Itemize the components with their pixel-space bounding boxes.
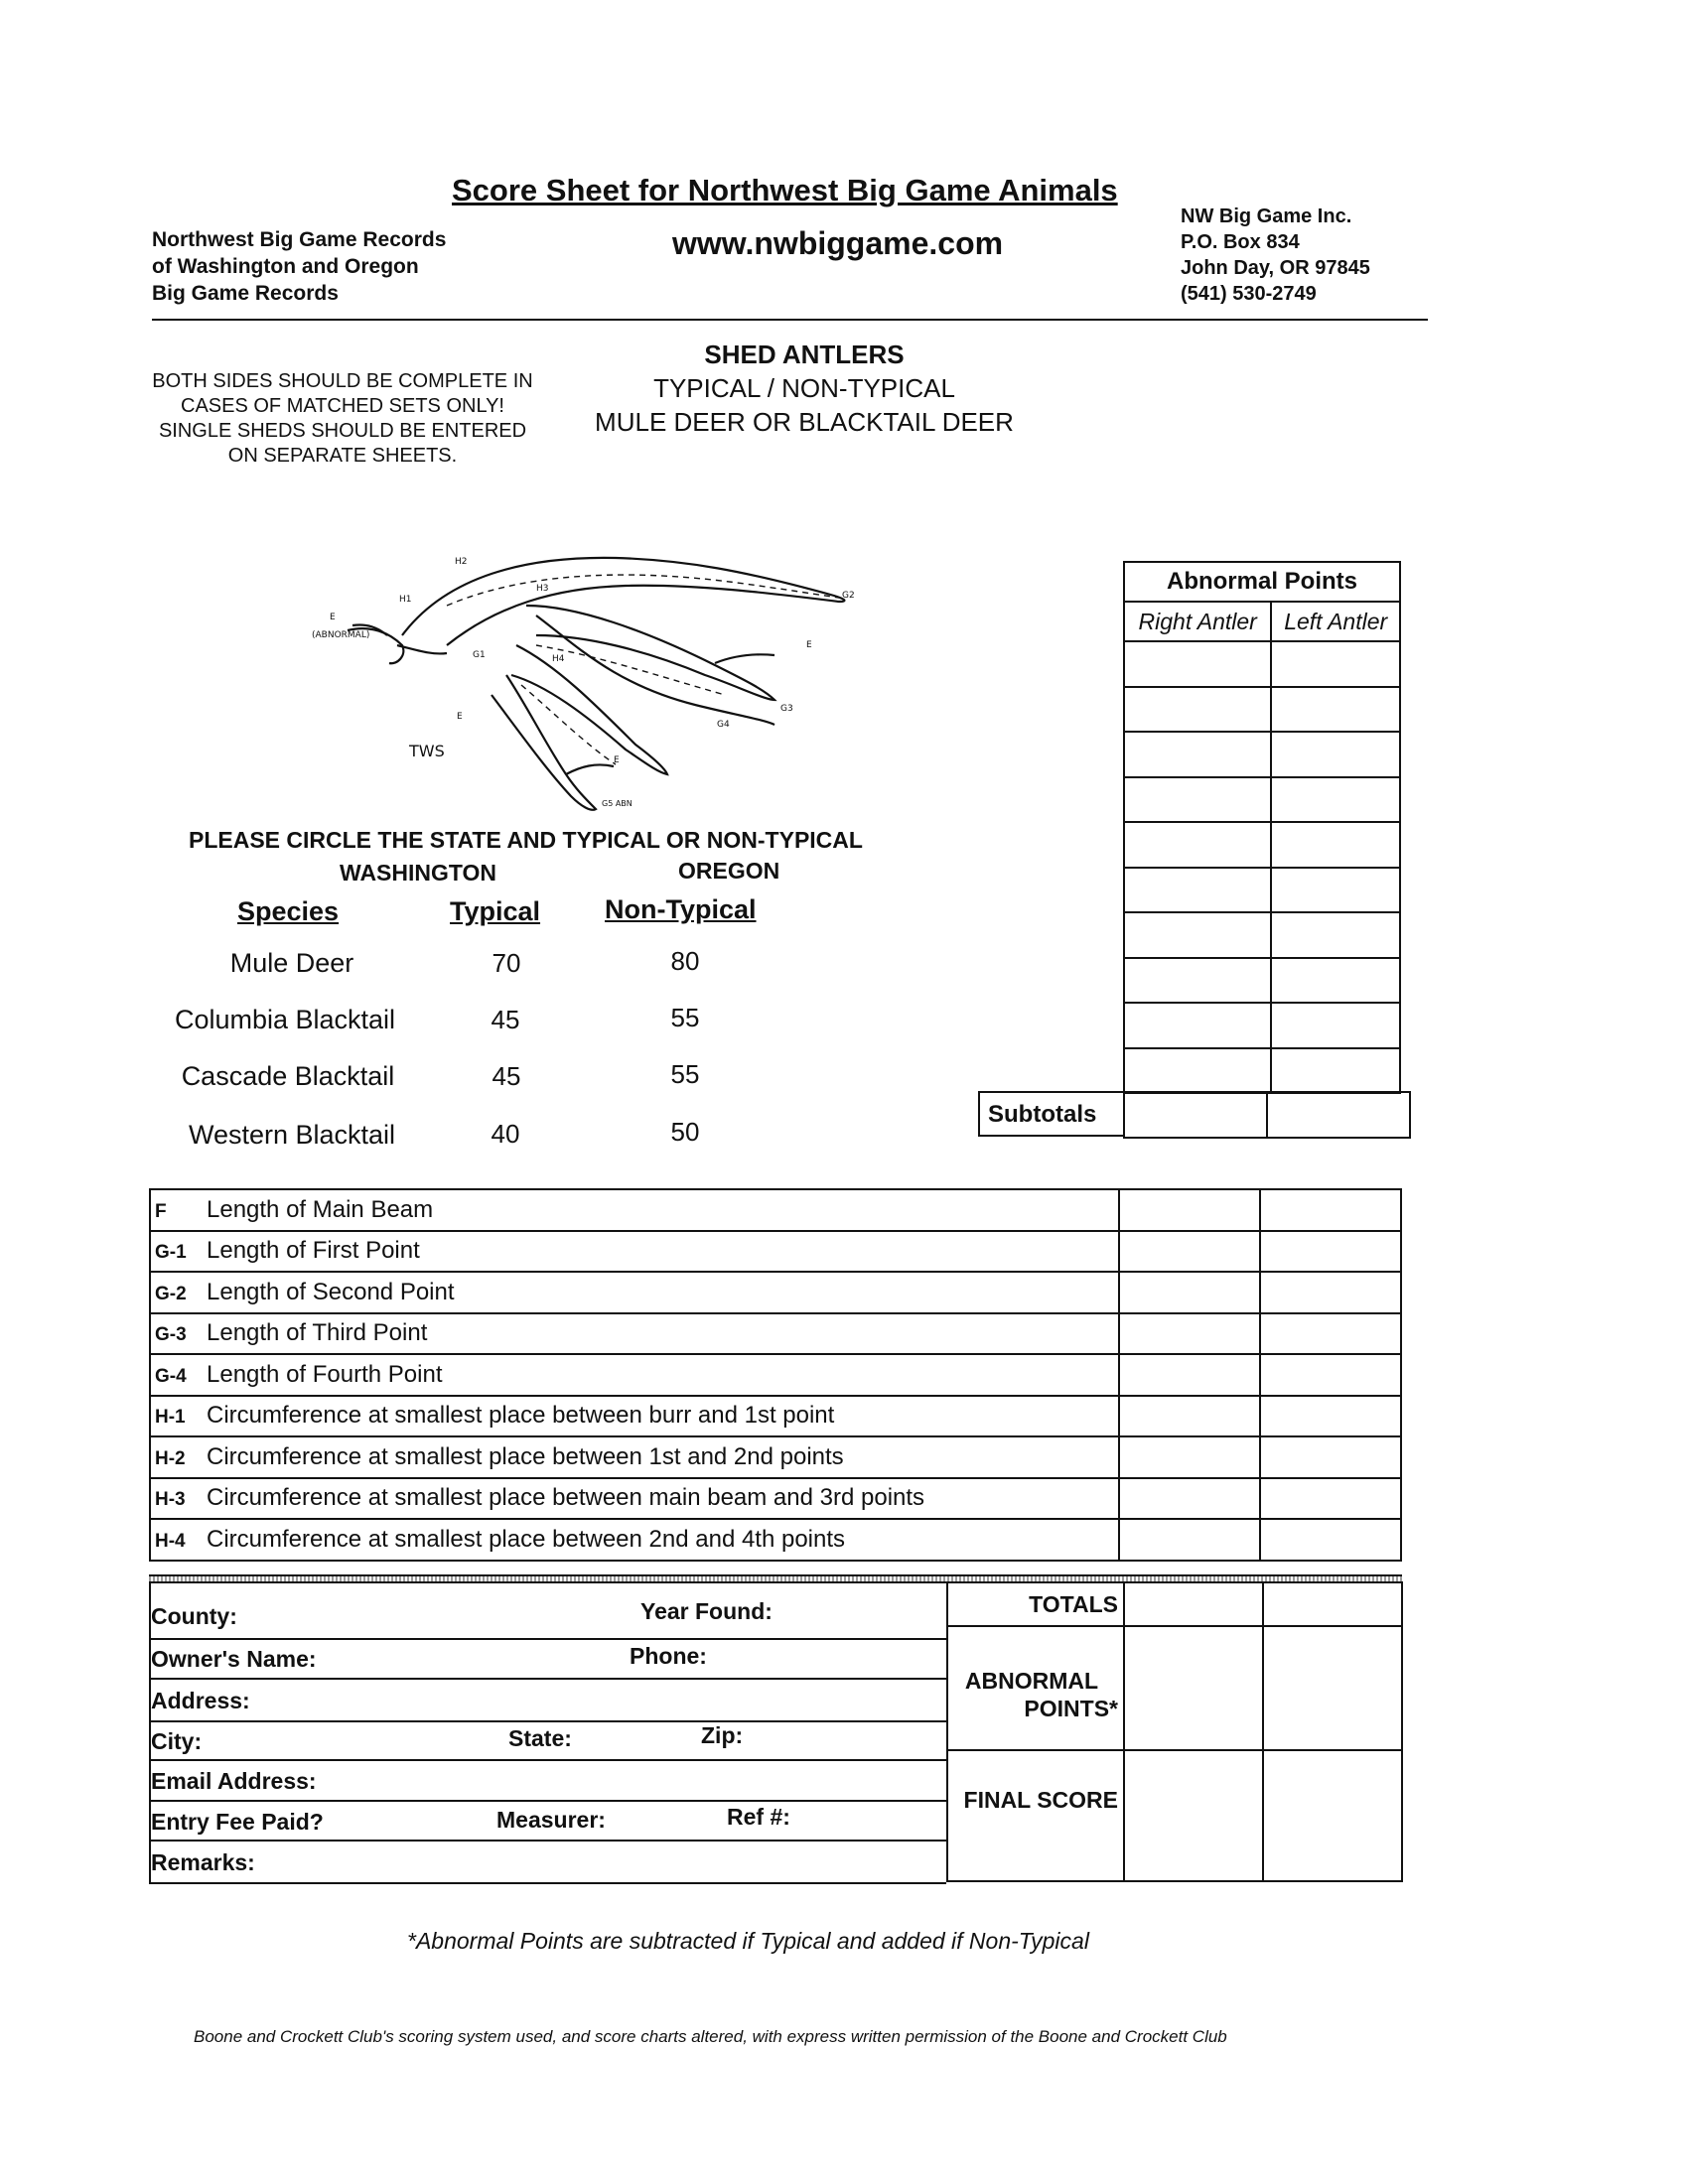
entry-fee-field[interactable]: Entry Fee Paid? xyxy=(151,1809,324,1835)
website-url[interactable]: www.nwbiggame.com xyxy=(672,225,1004,261)
left-value-cell[interactable] xyxy=(1260,1354,1401,1396)
phone-field[interactable]: Phone: xyxy=(630,1643,707,1669)
measurement-description: Circumference at smallest place between 1st and 2nd points xyxy=(207,1442,844,1470)
abnormal-points-title: Abnormal Points xyxy=(1124,562,1400,602)
antler-lower-point xyxy=(566,764,614,774)
subtotals-label: Subtotals xyxy=(978,1091,1123,1137)
org-right-line: (541) 530-2749 xyxy=(1181,283,1317,305)
measurement-code: H-1 xyxy=(155,1407,186,1429)
abnormal-right-cell[interactable] xyxy=(1124,687,1271,733)
diagram-label: G2 xyxy=(842,591,855,601)
subtotals-row xyxy=(1123,1091,1411,1139)
abnormal-left-cell[interactable] xyxy=(1271,958,1400,1004)
diagram-label: E xyxy=(457,712,463,722)
page-title: Score Sheet for Northwest Big Game Animals xyxy=(452,173,1118,207)
info-left-border xyxy=(149,1581,151,1882)
diagram-label: H1 xyxy=(399,595,412,605)
right-value-cell[interactable] xyxy=(1119,1436,1260,1478)
measurement-code: G-1 xyxy=(155,1242,187,1264)
info-line xyxy=(149,1720,946,1722)
totals-label: TOTALS xyxy=(1029,1591,1118,1617)
header-divider xyxy=(152,319,1428,321)
right-value-cell[interactable] xyxy=(1119,1478,1260,1520)
abnormal-right-total-cell[interactable] xyxy=(1125,1627,1260,1747)
totals-right-cell[interactable] xyxy=(1125,1583,1260,1623)
measurement-label xyxy=(150,1396,1119,1437)
county-field[interactable]: County: xyxy=(151,1603,237,1629)
final-score-left-cell[interactable] xyxy=(1264,1751,1401,1880)
measurement-label xyxy=(150,1231,1119,1273)
abnormal-right-cell[interactable] xyxy=(1124,1048,1271,1094)
non-typical-minimum: 50 xyxy=(670,1117,700,1147)
final-score-label: FINAL SCORE xyxy=(963,1787,1118,1813)
state-washington[interactable]: WASHINGTON xyxy=(340,860,497,886)
diagram-label: E xyxy=(330,613,336,622)
measurement-row xyxy=(150,1519,1401,1561)
measure-line-beam xyxy=(447,575,839,606)
species-name[interactable]: Mule Deer xyxy=(229,948,354,978)
info-line xyxy=(149,1678,946,1680)
info-line xyxy=(149,1840,946,1842)
measure-line-g2 xyxy=(536,645,725,695)
info-line xyxy=(149,1882,946,1884)
final-score-right-cell[interactable] xyxy=(1125,1751,1260,1880)
left-value-cell[interactable] xyxy=(1260,1189,1401,1231)
measurement-row xyxy=(150,1231,1401,1273)
diagram-label: H4 xyxy=(552,654,565,664)
antler-tine-g2 xyxy=(526,606,774,700)
diagram-label: (ABNORMAL) xyxy=(312,630,370,640)
state-oregon[interactable]: OREGON xyxy=(678,858,780,884)
measurement-description: Length of First Point xyxy=(207,1237,420,1265)
abnormal-left-cell[interactable] xyxy=(1271,912,1400,958)
measurement-label xyxy=(150,1436,1119,1478)
left-value-cell[interactable] xyxy=(1260,1478,1401,1520)
measurement-label xyxy=(150,1272,1119,1313)
right-value-cell[interactable] xyxy=(1119,1519,1260,1561)
measurer-field[interactable]: Measurer: xyxy=(496,1807,606,1833)
remarks-field[interactable]: Remarks: xyxy=(151,1849,255,1875)
abnormal-right-cell[interactable] xyxy=(1124,1003,1271,1048)
abnormal-points-label-2: POINTS* xyxy=(1024,1696,1118,1721)
left-value-cell[interactable] xyxy=(1260,1436,1401,1478)
measurement-description: Circumference at smallest place between burr and 1st point xyxy=(207,1402,835,1430)
typical-minimum: 45 xyxy=(492,1061,521,1091)
measurement-row xyxy=(150,1478,1401,1520)
org-left-block xyxy=(152,226,446,307)
org-right-line: John Day, OR 97845 xyxy=(1181,257,1370,279)
abnormal-right-cell[interactable] xyxy=(1124,732,1271,777)
address-field[interactable]: Address: xyxy=(151,1688,250,1713)
measurement-description: Length of Main Beam xyxy=(207,1195,434,1223)
diagram-signature: TWS xyxy=(409,742,445,760)
zip-field[interactable]: Zip: xyxy=(701,1722,744,1748)
abnormal-left-cell[interactable] xyxy=(1271,1048,1400,1094)
typical-minimum: 45 xyxy=(491,1005,520,1034)
measurement-description: Circumference at smallest place between 2nd and 4th points xyxy=(207,1525,846,1553)
diagram-label: H3 xyxy=(536,584,549,594)
measurement-row xyxy=(150,1396,1401,1437)
measurement-code: G-2 xyxy=(155,1283,187,1304)
abnormal-left-cell[interactable] xyxy=(1271,822,1400,868)
abnormal-right-cell[interactable] xyxy=(1124,822,1271,868)
non-typical-header[interactable]: Non-Typical xyxy=(605,894,757,924)
measurement-row xyxy=(150,1313,1401,1355)
abnormal-left-cell[interactable] xyxy=(1271,687,1400,733)
owner-name-field[interactable]: Owner's Name: xyxy=(151,1646,317,1672)
non-typical-minimum: 80 xyxy=(670,946,700,976)
measurement-label xyxy=(150,1354,1119,1396)
abnormal-right-cell[interactable] xyxy=(1124,641,1271,687)
right-value-cell[interactable] xyxy=(1119,1313,1260,1355)
diagram-label: E xyxy=(806,640,812,650)
non-typical-minimum: 55 xyxy=(670,1059,700,1089)
right-antler-header: Right Antler xyxy=(1124,602,1271,641)
right-value-cell[interactable] xyxy=(1119,1272,1260,1313)
abnormal-left-cell[interactable] xyxy=(1271,641,1400,687)
left-value-cell[interactable] xyxy=(1260,1272,1401,1313)
abnormal-right-cell[interactable] xyxy=(1124,777,1271,823)
info-line xyxy=(149,1800,946,1802)
right-value-cell[interactable] xyxy=(1119,1189,1260,1231)
left-antler-header: Left Antler xyxy=(1271,602,1400,641)
org-left-line: Northwest Big Game Records xyxy=(152,228,447,251)
right-value-cell[interactable] xyxy=(1119,1231,1260,1273)
measurement-description: Circumference at smallest place between main beam and 3rd points xyxy=(207,1484,925,1512)
org-left-line: of Washington and Oregon xyxy=(152,255,419,278)
abnormal-points-label: ABNORMAL xyxy=(964,1668,1099,1694)
typical-header[interactable]: Typical xyxy=(450,896,541,926)
abnormal-left-cell[interactable] xyxy=(1271,1003,1400,1048)
species-name[interactable]: Cascade Blacktail xyxy=(181,1061,395,1091)
left-value-cell[interactable] xyxy=(1260,1519,1401,1561)
heading-line-2: TYPICAL / NON-TYPICAL xyxy=(653,373,955,403)
right-value-cell[interactable] xyxy=(1119,1396,1260,1437)
antler-diagram xyxy=(298,536,894,824)
org-left-line: Big Game Records xyxy=(152,282,339,305)
species-name[interactable]: Columbia Blacktail xyxy=(174,1005,396,1034)
circle-instruction: PLEASE CIRCLE THE STATE AND TYPICAL OR NON-TYPICAL xyxy=(189,827,863,853)
species-name[interactable]: Western Blacktail xyxy=(188,1120,396,1150)
measurement-code: H-3 xyxy=(155,1489,186,1511)
org-right-line: NW Big Game Inc. xyxy=(1181,205,1352,227)
measurement-code: H-2 xyxy=(155,1447,186,1469)
subtotal-right-cell[interactable] xyxy=(1124,1092,1267,1138)
ref-field[interactable]: Ref #: xyxy=(727,1804,790,1830)
measurement-row xyxy=(150,1272,1401,1313)
measurement-row xyxy=(150,1436,1401,1478)
right-value-cell[interactable] xyxy=(1119,1354,1260,1396)
antler-lower-fork xyxy=(492,675,596,810)
info-line xyxy=(149,1759,946,1761)
form-heading xyxy=(556,338,1053,439)
diagram-label: G4 xyxy=(717,720,730,730)
measurement-label xyxy=(150,1519,1119,1561)
diagram-label: G5 ABN xyxy=(602,799,633,808)
abnormal-left-cell[interactable] xyxy=(1271,868,1400,913)
diagram-label: E xyxy=(614,755,620,765)
antler-g1-point xyxy=(397,645,447,653)
abnormal-left-cell[interactable] xyxy=(1271,732,1400,777)
diagram-label: G1 xyxy=(473,650,486,660)
measurement-label xyxy=(150,1313,1119,1355)
heading-line-3: MULE DEER OR BLACKTAIL DEER xyxy=(595,407,1014,437)
measurement-label xyxy=(150,1189,1119,1231)
antler-tine-fork xyxy=(715,654,774,663)
measurement-code: F xyxy=(155,1200,167,1222)
measurement-description: Length of Third Point xyxy=(207,1319,428,1347)
abnormal-right-cell[interactable] xyxy=(1124,868,1271,913)
left-value-cell[interactable] xyxy=(1260,1231,1401,1273)
email-field[interactable]: Email Address: xyxy=(151,1768,317,1794)
measurement-code: H-4 xyxy=(155,1530,186,1552)
antler-tine-g4 xyxy=(536,615,774,725)
abnormal-left-total-cell[interactable] xyxy=(1264,1627,1401,1747)
measurement-row xyxy=(150,1354,1401,1396)
diagram-label: G3 xyxy=(780,704,793,714)
instructions-note: BOTH SIDES SHOULD BE COMPLETE IN CASES OF MATCHED SETS ONLY! SINGLE SHEDS SHOULD BE ENTERED ON SEPARATE SHEETS. xyxy=(152,370,533,467)
typical-minimum: 70 xyxy=(492,948,521,978)
info-line xyxy=(149,1638,946,1640)
heading-line-1: SHED ANTLERS xyxy=(704,340,905,369)
measurement-code: G-4 xyxy=(155,1365,187,1387)
totals-left-cell[interactable] xyxy=(1264,1583,1401,1623)
state-field[interactable]: State: xyxy=(508,1725,572,1751)
non-typical-minimum: 55 xyxy=(670,1003,700,1032)
credit-line: Boone and Crockett Club's scoring system used, and score charts altered, with express written permission of the Boone and Crockett Club xyxy=(194,2027,1227,2046)
measurement-code: G-3 xyxy=(155,1324,187,1346)
antler-tine-g3 xyxy=(511,645,667,774)
city-field[interactable]: City: xyxy=(151,1728,203,1754)
abnormal-points-table xyxy=(1123,561,1401,1094)
org-right-line: P.O. Box 834 xyxy=(1181,231,1300,253)
subtotal-left-cell[interactable] xyxy=(1267,1092,1410,1138)
diagram-label: H2 xyxy=(455,557,468,567)
left-value-cell[interactable] xyxy=(1260,1396,1401,1437)
abnormal-footnote: *Abnormal Points are subtracted if Typical and added if Non-Typical xyxy=(407,1928,1089,1954)
species-header: Species xyxy=(237,896,340,926)
typical-minimum: 40 xyxy=(491,1119,520,1149)
measurement-description: Length of Second Point xyxy=(207,1278,455,1305)
measurement-row xyxy=(150,1189,1401,1231)
abnormal-left-cell[interactable] xyxy=(1271,777,1400,823)
measurement-label xyxy=(150,1478,1119,1520)
org-right-block xyxy=(1181,204,1370,307)
left-value-cell[interactable] xyxy=(1260,1313,1401,1355)
year-found-field[interactable]: Year Found: xyxy=(640,1598,773,1624)
measurement-description: Length of Fourth Point xyxy=(207,1360,443,1388)
abnormal-right-cell[interactable] xyxy=(1124,958,1271,1004)
measurements-table xyxy=(149,1188,1402,1562)
abnormal-right-cell[interactable] xyxy=(1124,912,1271,958)
antler-main-beam xyxy=(402,558,844,645)
